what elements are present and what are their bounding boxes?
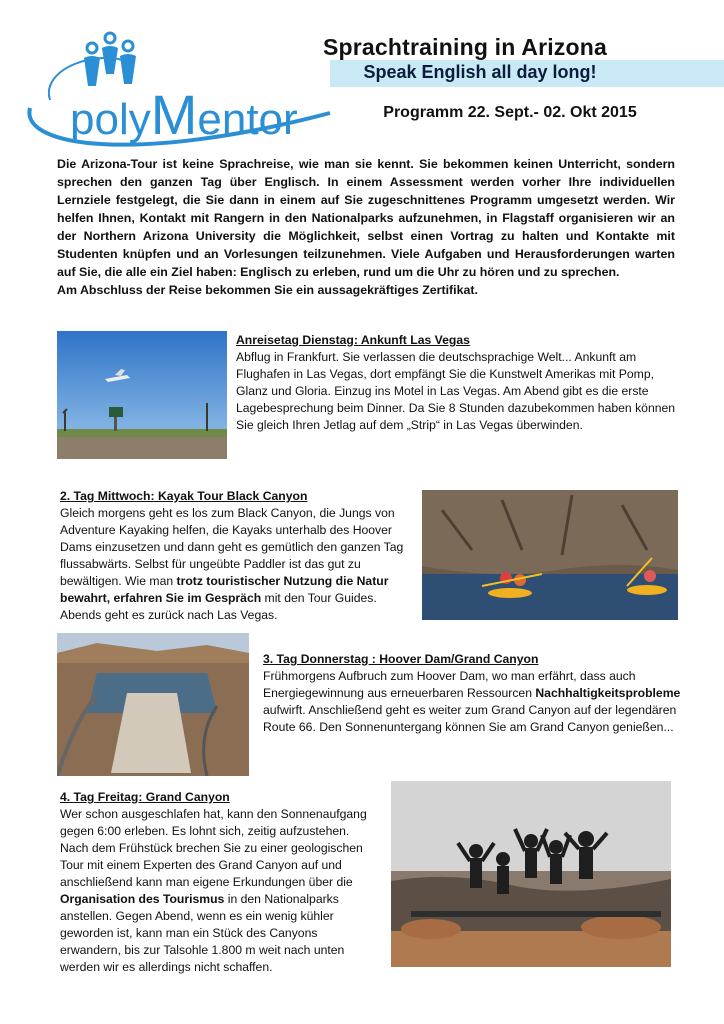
intro-text: [57, 155, 675, 299]
photo-las-vegas-arrival: [57, 331, 227, 459]
day-text-part: mit den Tour Guides. Abends geht es zurück nach Las Vegas.: [60, 591, 377, 622]
logo-wordmark: [70, 82, 298, 147]
day-4: [60, 789, 380, 976]
day-text: [60, 806, 380, 976]
intro-paragraph: Die Arizona-Tour ist keine Sprachreise, wie man sie kennt. Sie bekommen keinen Unterricht, sondern sprechen den ganzen Tag über Englisch. In einem Assessment werden vorher Ihre individuellen Lernziele festgelegt, die Sie dann in einem auf Sie zugeschnittenes Programm umgesetzt werden. Wir helfen Ihnen, Kontakt mit Rangern in den Nationalparks aufzunehmen, in Flagstaff organisieren wir an der Northern Arizona University die Möglichkeit, selbst einen Vortrag zu halten und Kontakte mit Studenten knüpfen und an Vorlesungen teilzunehmen. Viele Aufgaben und Herausforderungen warten auf Sie, die alle ein Ziel haben: Englisch zu erleben, rund um die Uhr zu hören und zu sprechen.: [57, 157, 675, 279]
logo-m: M: [150, 83, 198, 146]
day-heading: 4. Tag Freitag: Grand Canyon: [60, 790, 230, 804]
day-text: [263, 668, 683, 736]
day-heading: 3. Tag Donnerstag : Hoover Dam/Grand Canyon: [263, 652, 539, 666]
day-text: [60, 505, 420, 624]
day-text: Abflug in Frankfurt. Sie verlassen die deutschsprachige Welt... Ankunft am Flughafen in Las Vegas, dort empfängt Sie die Kunstwelt Amerikas mit Pomp, Glanz und Gloria. Einzug ins Motel in Las Vegas. Am Abend gibt es die erste Lagebesprechung beim Dinner. Da Sie 8 Stunden dazubekommen haben können Sie gleich Ihren Jetlag auf dem „Strip“ in Las Vegas überwinden.: [236, 350, 676, 432]
day-text-bold: trotz touristischer Nutzung die Natur bewahrt, erfahren Sie im Gespräch: [60, 574, 389, 605]
day-text-bold: Nachhaltigkeitsprobleme: [535, 686, 681, 700]
day-arrival: [236, 332, 676, 434]
day-text-part: Wer schon ausgeschlafen hat, kann den Sonnenaufgang gegen 6:00 erleben. Es lohnt sich, zeitig aufzustehen. Nach dem Frühstück brechen Sie zu einer geologischen Tour mit einem Experten des Grand Canyon auf und anschließend kann man eigene Erkundungen über die: [60, 807, 367, 889]
page-subtitle: Speak English all day long!: [363, 62, 597, 82]
photo-grand-canyon-jump: [391, 781, 671, 967]
photo-hoover-dam: [57, 633, 249, 776]
logo-entor: entor: [197, 95, 298, 144]
day-heading: 2. Tag Mittwoch: Kayak Tour Black Canyon: [60, 489, 308, 503]
day-2: [60, 488, 420, 624]
day-text-part: Frühmorgens Aufbruch zum Hoover Dam, wo man erfährt, dass auch Energiegewinnung aus erneuerbaren Ressourcen: [263, 669, 636, 700]
intro-certificate: Am Abschluss der Reise bekommen Sie ein aussagekräftiges Zertifikat.: [57, 283, 478, 297]
day-text-part: in den Nationalparks anstellen. Gegen Abend, wenn es ein wenig kühler geworden ist, kann man ein Stück des Canyons erwandern, bis zur Talsohle 1.800 m weit nach unten werden wir es allerdings nicht schaffen.: [60, 892, 345, 974]
day-text-part: aufwirft. Anschließend geht es weiter zum Grand Canyon auf der legendären Route 66. Den Sonnenuntergang können Sie am Grand Canyon genießen...: [263, 703, 677, 734]
logo-poly: poly: [70, 95, 151, 144]
day-text-bold: Organisation des Tourismus: [60, 892, 225, 906]
program-dates: Programm 22. Sept.- 02. Okt 2015: [383, 104, 637, 121]
day-heading: Anreisetag Dienstag: Ankunft Las Vegas: [236, 333, 470, 347]
polymentor-logo: [20, 28, 340, 158]
day-text-part: Gleich morgens geht es los zum Black Canyon, die Jungs von Adventure Kayaking helfen, die Kayaks unterhalb des Hoover Dams einzusetzen und dann geht es gemütlich den ganzen Tag flussabwärts. Selbst für ungeübte Paddler ist das gut zu bewältigen. Wie man: [60, 506, 404, 588]
day-3: [263, 651, 683, 736]
page-title: Sprachtraining in Arizona: [322, 34, 607, 60]
photo-kayak-black-canyon: [422, 490, 678, 620]
